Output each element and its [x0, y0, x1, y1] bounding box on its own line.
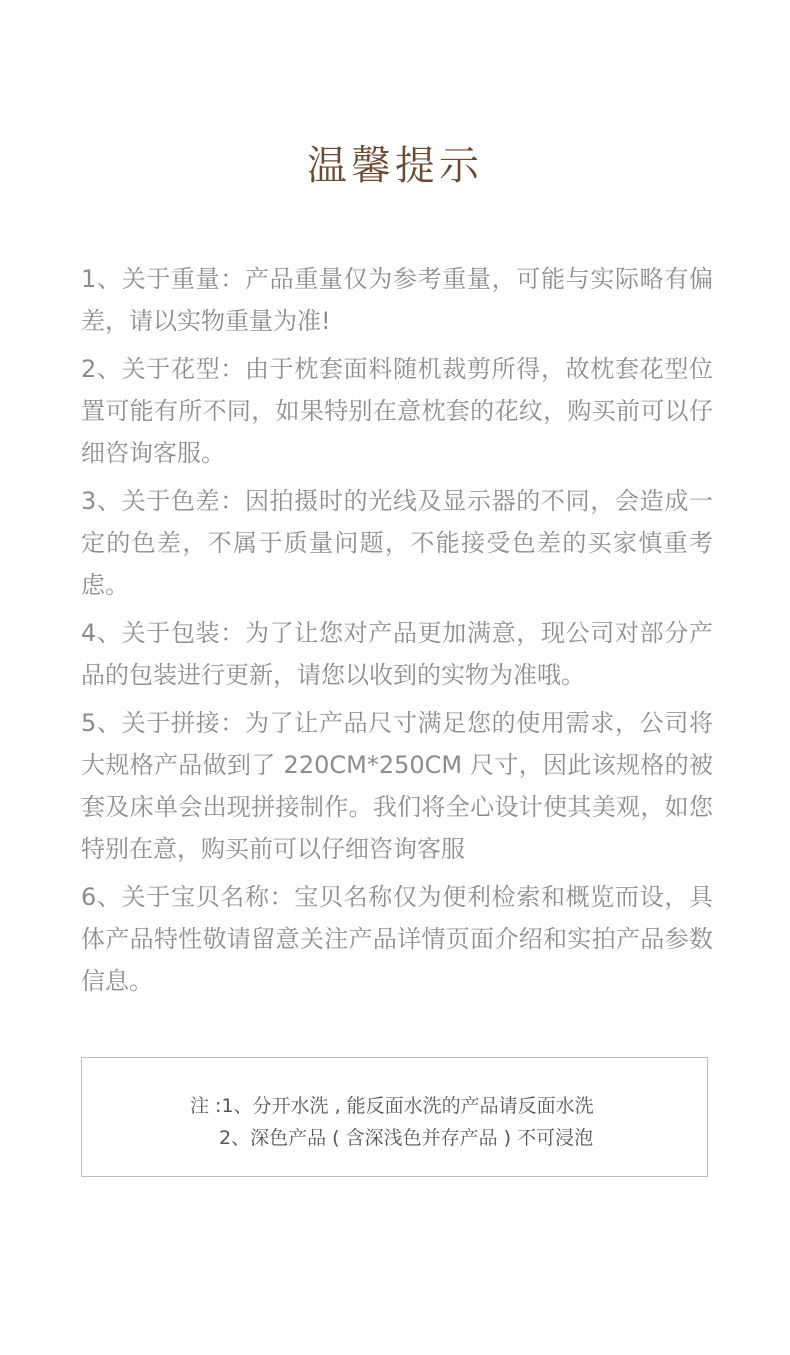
notice-line-1: 注 :1、分开水洗 , 能反面水洗的产品请反面水洗 — [190, 1095, 594, 1117]
notice-line-2: 2、深色产品 ( 含深浅色并存产品 ) 不可浸泡 — [219, 1127, 594, 1149]
note-weight: 1、关于重量：产品重量仅为参考重量，可能与实际略有偏差，请以实物重量为准! — [81, 265, 713, 335]
notes-list — [81, 258, 713, 1008]
washing-notice-box — [81, 1057, 708, 1177]
note-product-name: 6、关于宝贝名称：宝贝名称仅为便利检索和概览而设，具体产品特性敬请留意关注产品详情页面介绍和实拍产品参数信息。 — [81, 883, 713, 995]
page-title: 温馨提示 — [307, 143, 483, 189]
note-splicing: 5、关于拼接：为了让产品尺寸满足您的使用需求，公司将大规格产品做到了 220CM*250CM 尺寸，因此该规格的被套及床单会出现拼接制作。我们将全心设计使其美观，如您特别在意，购买前可以仔细咨询客服 — [81, 709, 713, 863]
note-packaging: 4、关于包装：为了让您对产品更加满意，现公司对部分产品的包装进行更新，请您以收到的实物为准哦。 — [81, 619, 713, 689]
note-pattern: 2、关于花型：由于枕套面料随机裁剪所得，故枕套花型位置可能有所不同，如果特别在意枕套的花纹，购买前可以仔细咨询客服。 — [81, 355, 713, 467]
note-color-difference: 3、关于色差：因拍摄时的光线及显示器的不同，会造成一定的色差，不属于质量问题，不能接受色差的买家慎重考虑。 — [81, 487, 713, 599]
